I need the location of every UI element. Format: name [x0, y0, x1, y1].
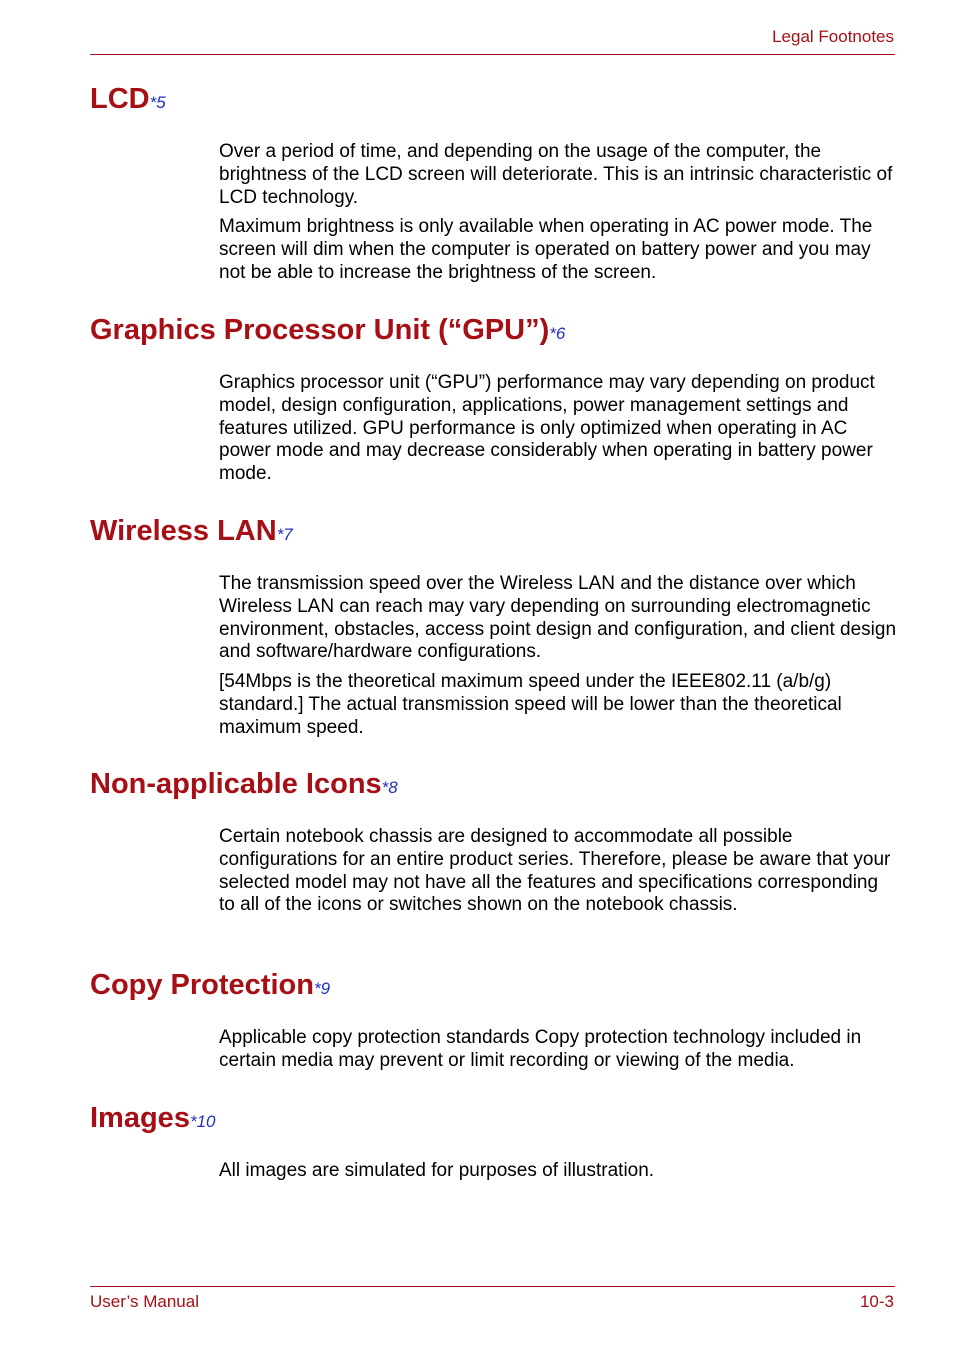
- paragraph: The transmission speed over the Wireless LAN and the distance over which Wireless LAN can reach may vary depending on surrounding electromagnetic environment, obstacles, access point design and configuration, and client design and software/hardware configurations.: [219, 573, 897, 663]
- paragraph: Certain notebook chassis are designed to accommodate all possible configurations for an entire product series. Therefore, please be aware that your selected model may not have all the features and specifications corresponding to all of the icons or switches shown on the notebook chassis.: [219, 826, 891, 916]
- footer-manual-title: User’s Manual: [90, 1292, 199, 1311]
- footnote-ref-link[interactable]: *6: [549, 324, 566, 343]
- section-title: Graphics Processor Unit (“GPU”): [90, 314, 550, 346]
- section-body: [90, 1160, 895, 1183]
- section-heading: [90, 82, 895, 120]
- paragraph: All images are simulated for purposes of illustration.: [219, 1160, 655, 1181]
- section-gpu: [90, 313, 895, 493]
- section-body: [90, 141, 895, 285]
- footnote-ref-link[interactable]: *10: [189, 1112, 216, 1131]
- paragraph: Graphics processor unit (“GPU”) performance may vary depending on product model, design configuration, applications, power management settings and features utilized. GPU performance is only optimized when operating in AC power mode and may decrease considerably when operating in battery power mode.: [219, 372, 875, 485]
- section-body: [90, 372, 895, 486]
- section-title: Copy Protection: [90, 969, 314, 1001]
- section-copy-protection: [90, 968, 895, 1080]
- section-title: Non-applicable Icons: [90, 768, 382, 800]
- section-non-applicable-icons: [90, 767, 895, 924]
- running-header-title: Legal Footnotes: [772, 27, 894, 46]
- section-lcd: [90, 82, 895, 292]
- footnote-ref-link[interactable]: *9: [313, 979, 331, 998]
- section-title: Wireless LAN: [90, 515, 277, 547]
- section-body: [90, 573, 895, 740]
- section-heading: [90, 514, 895, 552]
- footnote-ref-link[interactable]: *5: [149, 93, 166, 112]
- section-body: [90, 1027, 895, 1073]
- section-wireless-lan: [90, 514, 895, 747]
- paragraph: Maximum brightness is only available when operating in AC power mode. The screen will dim when the computer is operated on battery power and you may not be able to increase the brightness of the screen.: [219, 216, 873, 283]
- section-heading: [90, 1101, 895, 1139]
- footnote-ref-link[interactable]: *8: [381, 778, 398, 797]
- section-images: [90, 1101, 895, 1190]
- section-body: [90, 826, 895, 917]
- paragraph: [54Mbps is the theoretical maximum speed under the IEEE802.11 (a/b/g) standard.] The actual transmission speed will be lower than the theoretical maximum speed.: [219, 671, 842, 738]
- footer-divider: [90, 1286, 895, 1287]
- section-title: Images: [90, 1102, 190, 1134]
- section-heading: [90, 767, 895, 805]
- paragraph: Applicable copy protection standards Copy protection technology included in certain media may prevent or limit recording or viewing of the media.: [219, 1027, 862, 1071]
- section-heading: [90, 968, 895, 1006]
- footnote-ref-link[interactable]: *7: [276, 525, 293, 544]
- page-number: 10-3: [859, 1292, 894, 1311]
- header-divider: [90, 54, 895, 55]
- paragraph: Over a period of time, and depending on the usage of the computer, the brightness of the LCD screen will deteriorate. This is an intrinsic characteristic of LCD technology.: [219, 141, 893, 208]
- section-heading: [90, 313, 895, 351]
- section-title: LCD: [90, 83, 150, 115]
